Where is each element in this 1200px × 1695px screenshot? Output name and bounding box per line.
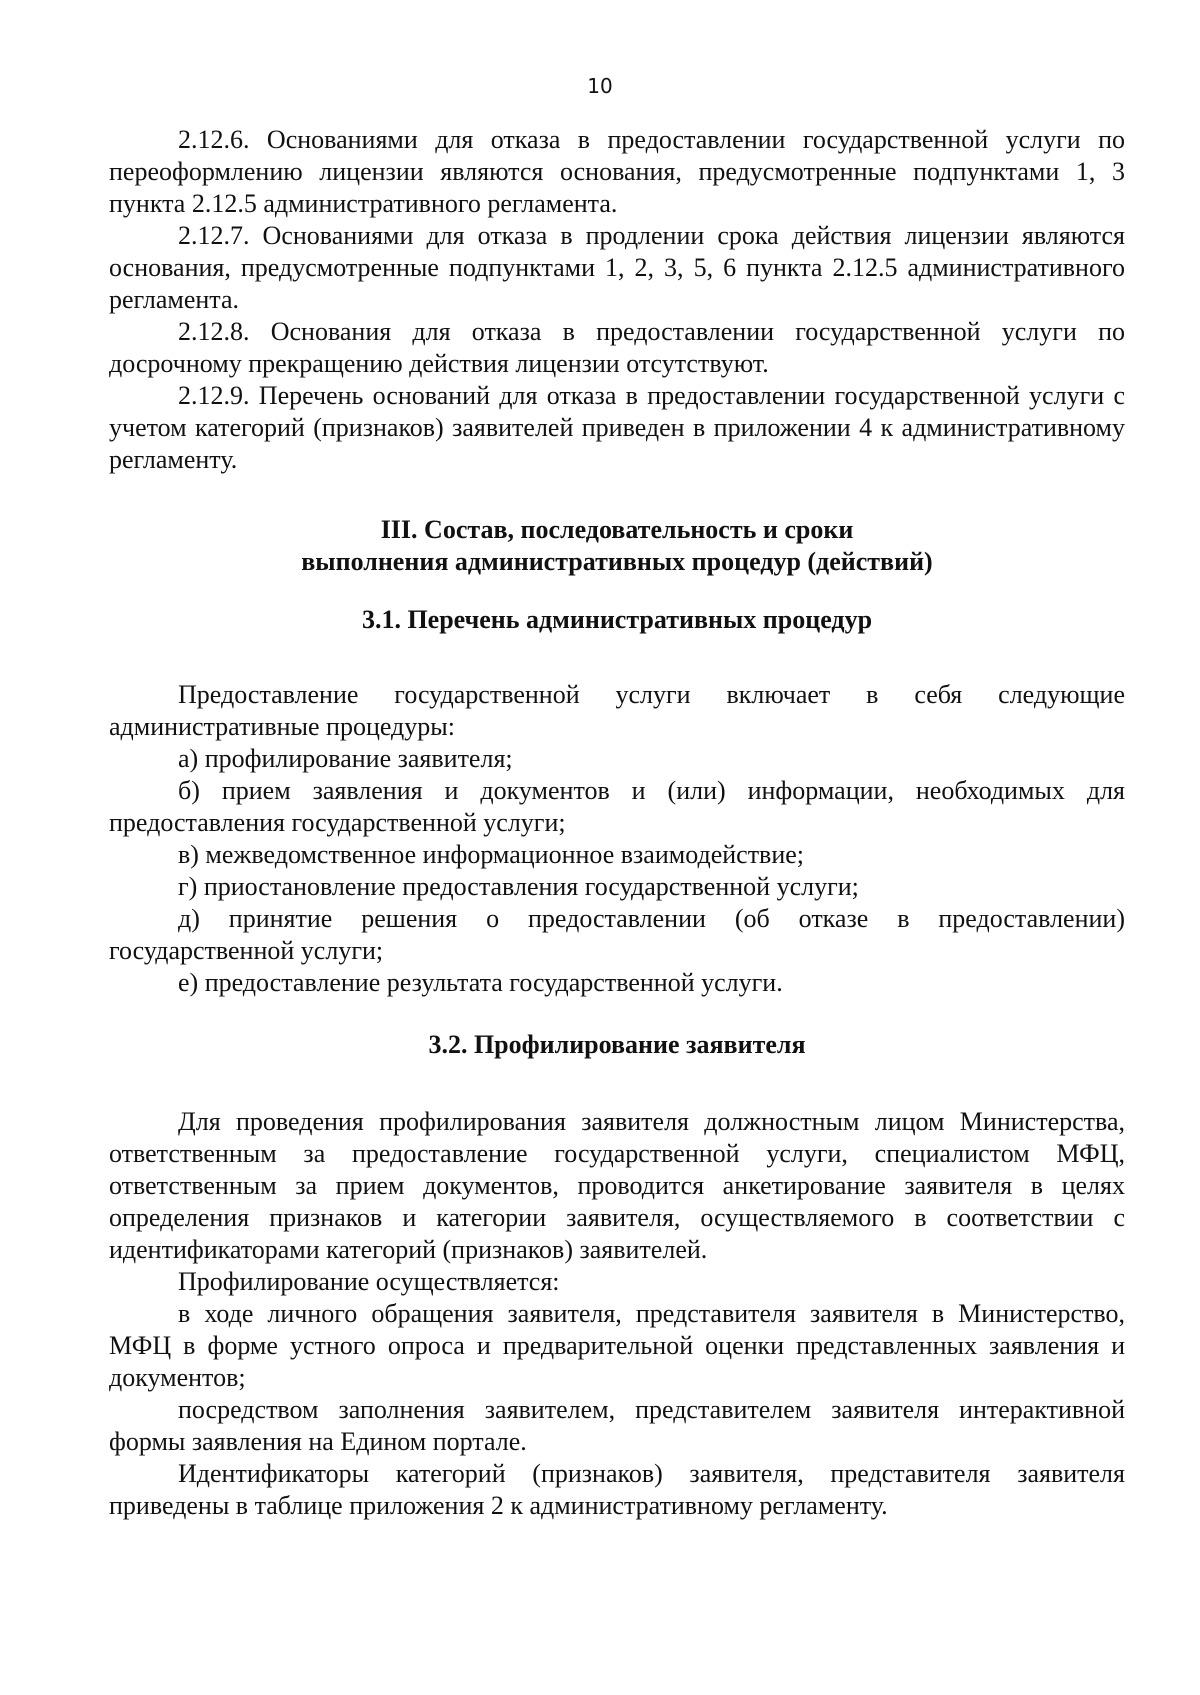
procedure-item-d: д) принятие решения о предоставлении (об отказе в предоставлении) государственной услуги;: [109, 904, 1125, 965]
paragraph-2-12-6: 2.12.6. Основаниями для отказа в предоставлении государственной услуги по переоформлению лицензии являются основания, предусмотренные подпунктами 1, 3 пункта 2.12.5 административного регламента.: [109, 125, 1125, 218]
page-content: [109, 124, 1125, 1522]
subsection-3-2-heading: 3.2. Профилирование заявителя: [428, 1030, 806, 1059]
page-number: 10: [587, 74, 613, 98]
procedure-item-v: в) межведомственное информационное взаимодействие;: [178, 840, 805, 869]
section-heading-line-1: III. Состав, последовательность и сроки: [380, 515, 854, 544]
section-heading-line-2: выполнения административных процедур (действий): [301, 547, 933, 576]
profiling-paragraph-1: Для проведения профилирования заявителя должностным лицом Министерства, ответственным за предоставление государственной услуги, специалистом МФЦ, ответственным за прием документов, проводится анкетирование заявителя в целях определения признаков и категории заявителя, осуществляемого в соответствии с идентификаторами категорий (признаков) заявителей.: [109, 1107, 1125, 1264]
profiling-paragraph-2: Профилирование осуществляется:: [178, 1267, 560, 1296]
profiling-paragraph-5: Идентификаторы категорий (признаков) заявителя, представителя заявителя приведены в таблице приложения 2 к административному регламенту.: [109, 1459, 1125, 1520]
paragraph-2-12-7: 2.12.7. Основаниями для отказа в продлении срока действия лицензии являются основания, предусмотренные подпунктами 1, 2, 3, 5, 6 пункта 2.12.5 административного регламента.: [109, 221, 1125, 314]
subsection-3-1-intro: Предоставление государственной услуги включает в себя следующие административные процедуры:: [109, 680, 1125, 741]
paragraph-2-12-9: 2.12.9. Перечень оснований для отказа в предоставлении государственной услуги с учетом категорий (признаков) заявителей приведен в приложении 4 к административному регламенту.: [109, 381, 1125, 474]
paragraph-2-12-8: 2.12.8. Основания для отказа в предоставлении государственной услуги по досрочному прекращению действия лицензии отсутствуют.: [109, 317, 1125, 378]
procedure-item-e: е) предоставление результата государственной услуги.: [178, 968, 783, 997]
procedure-item-g: г) приостановление предоставления государственной услуги;: [178, 872, 859, 901]
profiling-paragraph-3: в ходе личного обращения заявителя, представителя заявителя в Министерство, МФЦ в форме устного опроса и предварительной оценки представленных заявления и документов;: [109, 1299, 1125, 1392]
profiling-paragraph-4: посредством заполнения заявителем, представителем заявителя интерактивной формы заявления на Едином портале.: [109, 1395, 1125, 1456]
procedure-item-b: б) прием заявления и документов и (или) информации, необходимых для предоставления государственной услуги;: [109, 776, 1125, 837]
procedure-item-a: а) профилирование заявителя;: [178, 744, 513, 773]
subsection-3-1-heading: 3.1. Перечень административных процедур: [361, 605, 873, 634]
